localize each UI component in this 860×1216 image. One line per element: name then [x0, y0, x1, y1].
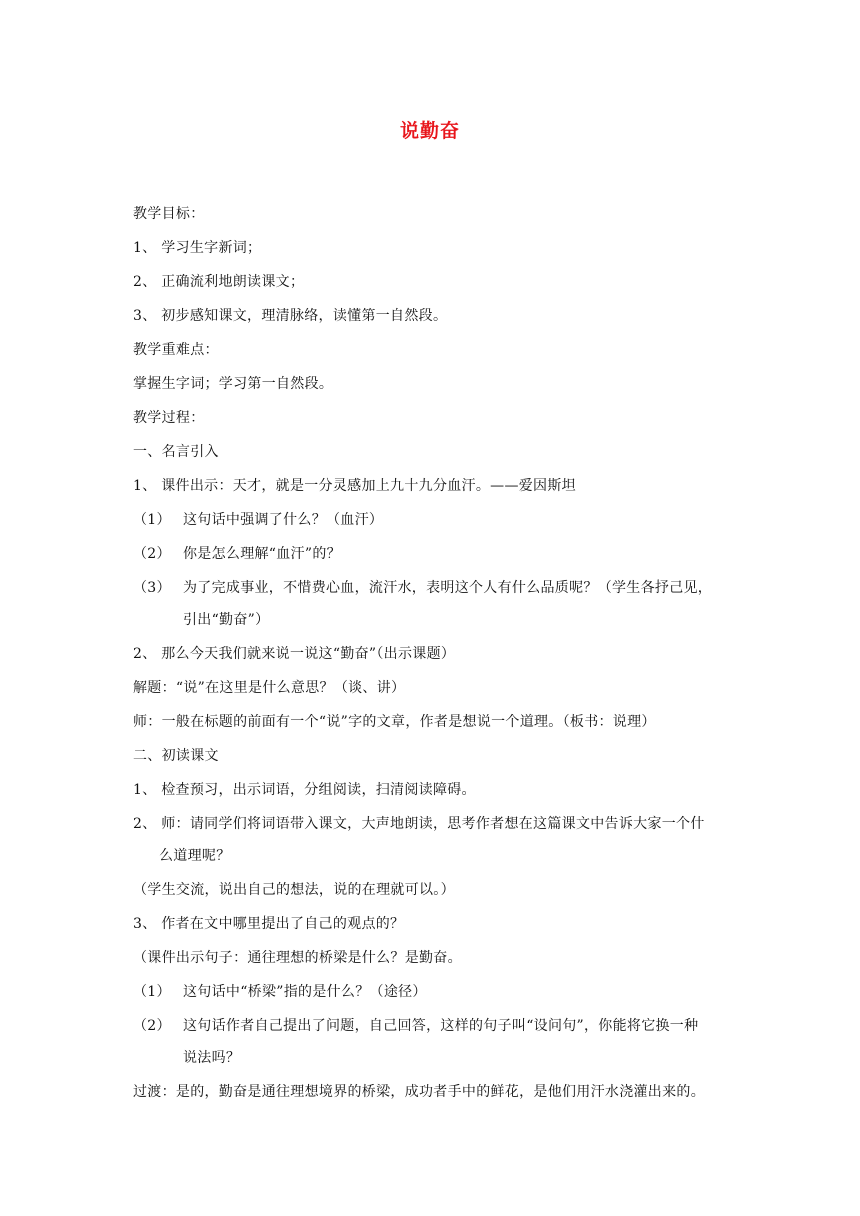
text-line: 教学过程： [133, 410, 205, 426]
text-line: 过渡：是的，勤奋是通往理想境界的桥梁，成功者手中的鲜花，是他们用汗水浇灌出来的。 [133, 1084, 705, 1100]
sub-item-number: （2） [133, 546, 171, 562]
text-line: 1、 课件出示：天才，就是一分灵感加上九十九分血汗。——爱因斯坦 [133, 478, 576, 494]
sub-item-text-continued: 引出“勤奋”） [183, 612, 270, 628]
section-heading: 二、初读课文 [133, 748, 219, 764]
text-line: （学生交流，说出自己的想法，说的在理就可以。） [133, 882, 455, 898]
text-line: 教学目标： [133, 206, 205, 222]
text-line: 3、 初步感知课文，理清脉络，读懂第一自然段。 [133, 308, 448, 324]
sub-item-number: （3） [133, 580, 171, 596]
text-line: 3、 作者在文中哪里提出了自己的观点的？ [133, 916, 405, 932]
sub-item-text-continued: 说法吗？ [183, 1050, 241, 1066]
text-line: 师：一般在标题的前面有一个“说”字的文章，作者是想说一个道理。（板书：说理） [133, 714, 656, 730]
text-line: 1、 检查预习，出示词语，分组阅读，扫清阅读障碍。 [133, 782, 476, 798]
sub-item-number: （1） [133, 984, 171, 1000]
text-line: 2、 师：请同学们将词语带入课文，大声地朗读，思考作者想在这篇课文中告诉大家一个什 [133, 816, 705, 832]
text-line-continued: 么道理呢？ [159, 848, 231, 864]
sub-item-text: 这句话中强调了什么？（血汗） [183, 512, 384, 528]
text-line: 解题：“说”在这里是什么意思？（谈、讲） [133, 680, 406, 696]
sub-item-number: （2） [133, 1018, 171, 1034]
text-line: 教学重难点： [133, 342, 219, 358]
section-heading: 一、名言引入 [133, 444, 219, 460]
text-line: 1、 学习生字新词； [133, 240, 262, 256]
sub-item-text: 你是怎么理解“血汗”的？ [183, 546, 341, 562]
text-line: 掌握生字词；学习第一自然段。 [133, 376, 334, 392]
sub-item-text: 这句话作者自己提出了问题，自己回答，这样的句子叫“设问句”，你能将它换一种 [183, 1018, 699, 1034]
text-line: 2、 那么今天我们就来说一说这“勤奋”（出示课题） [133, 646, 456, 662]
text-line: 2、 正确流利地朗读课文； [133, 274, 305, 290]
sub-item-text: 为了完成事业，不惜费心血，流汗水，表明这个人有什么品质呢？（学生各抒己见， [183, 580, 713, 596]
sub-item-text: 这句话中“桥梁”指的是什么？（途径） [183, 984, 427, 1000]
text-line: （课件出示句子：通往理想的桥梁是什么？是勤奋。 [133, 950, 462, 966]
sub-item-number: （1） [133, 512, 171, 528]
document-title: 说勤奋 [399, 120, 460, 142]
